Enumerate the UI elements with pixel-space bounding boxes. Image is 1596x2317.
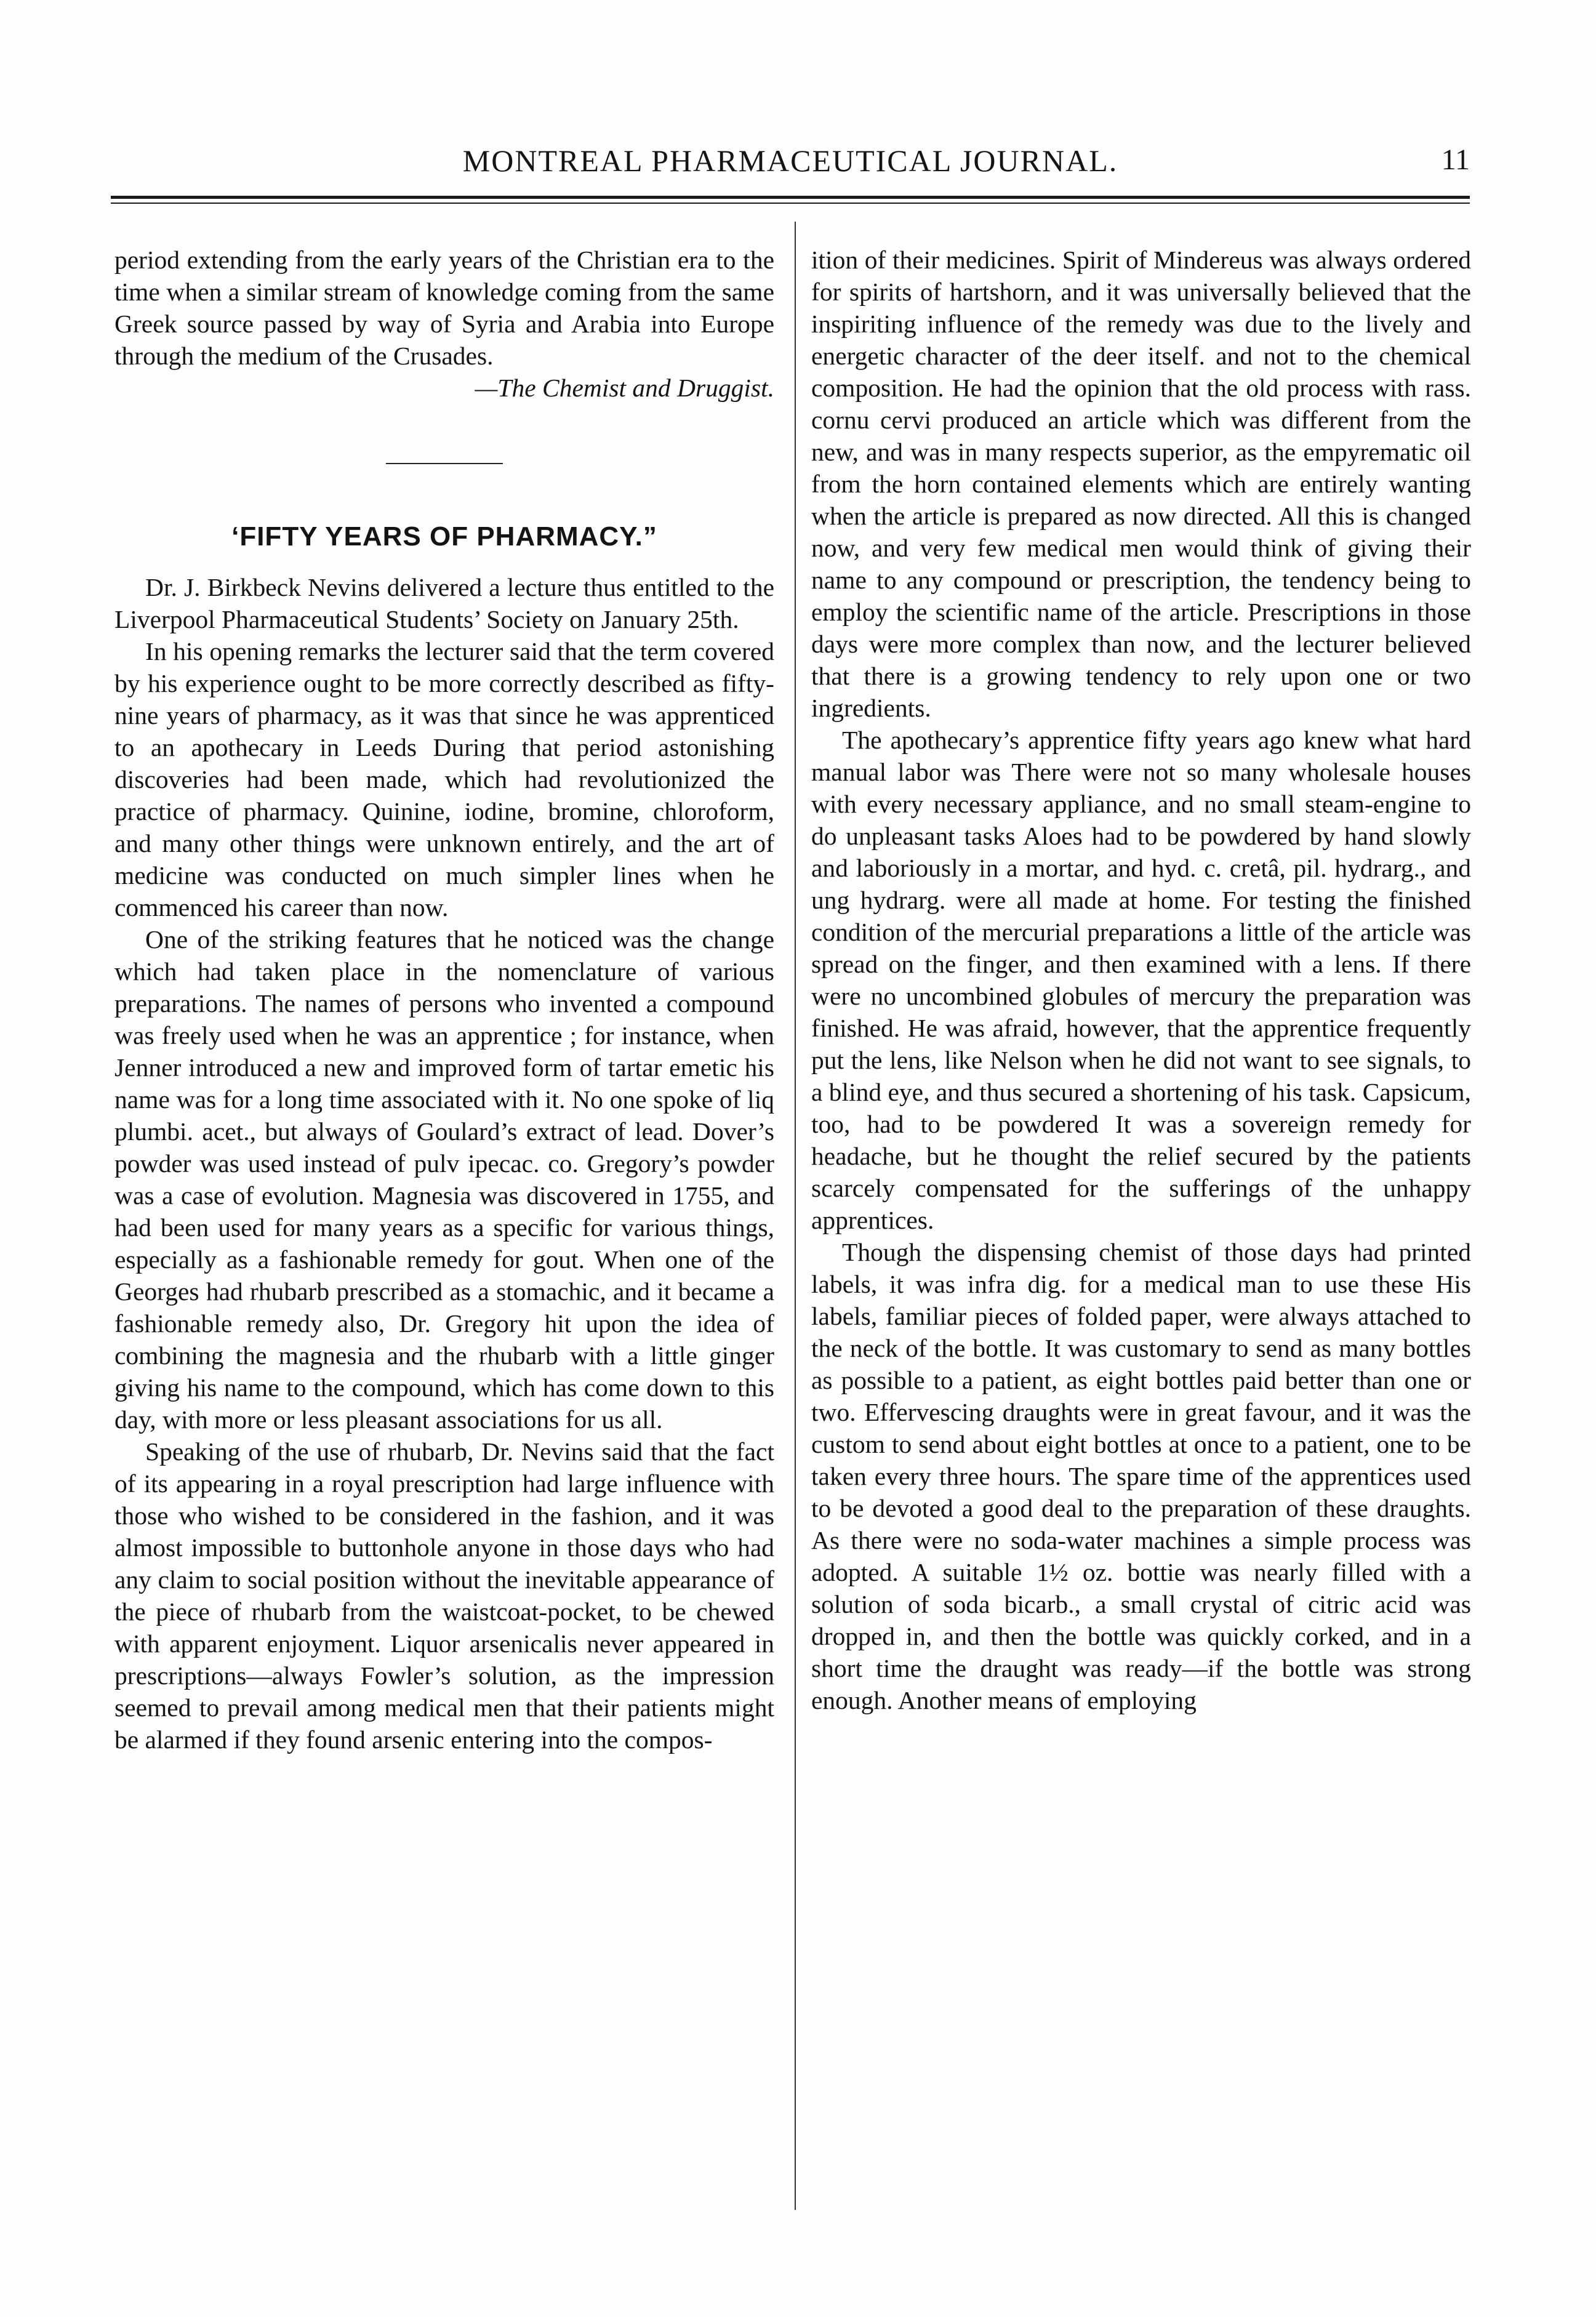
header-rule-thin [111,203,1470,204]
column-divider [795,222,796,2210]
left-column [114,244,774,2214]
journal-title: MONTREAL PHARMACEUTICAL JOURNAL. [462,143,1118,178]
page-number: 11 [1441,143,1470,176]
article-paragraph: Though the dispensing chemist of those days had printed labels, it was infra dig. for a medical man to use these His labels, familiar pieces of folded paper, were always attached to the neck of the bottle. It was customary to send as many bottles as possible to a patient, as eight bottles paid better than one or two. Effervescing draughts were in great favour, and it was the custom to send about eight bottles at once to a patient, one to be taken every three hours. The spare time of the apprentices used to be devoted a good deal to the preparation of these draughts. As there were no soda-water machines a simple process was adopted. A suitable 1½ oz. bottie was nearly filled with a solution of soda bicarb., a small crystal of citric acid was dropped in, and then the bottle was quickly corked, and in a short time the draught was ready—if the bottle was strong enough. Another means of employing [811,1238,1471,1714]
right-column [811,244,1471,2214]
article-paragraph: Dr. J. Birkbeck Nevins delivered a lecture thus entitled to the Liverpool Pharmaceutical Students’ Society on January 25th. [114,573,774,633]
source-attribution: —The Chemist and Druggist. [475,374,774,402]
header-rule-thick [111,196,1470,199]
article-paragraph: ition of their medicines. Spirit of Mindereus was always ordered for spirits of hartshorn, and it was universally believed that the inspiriting influence of the remedy was due to the lively and energetic character of the deer itself. and not to the chemical composition. He had the opinion that the old process with rass. cornu cervi produced an article which was different from the new, and was in many respects superior, as the empyrematic oil from the horn contained elements which are entirely wanting when the article is prepared as now directed. All this is changed now, and very few medical men would think of giving their name to any compound or prescription, the tendency being to employ the scientific name of the article. Prescriptions in those days were more complex than now, and the lecturer believed that there is a growing tendency to rely upon one or two ingredients. [811,246,1471,722]
article-paragraph: One of the striking features that he noticed was the change which had taken place in the nomenclature of various preparations. The names of persons who invented a compound was freely used when he was an apprentice ; for instance, when Jenner introduced a new and improved form of tartar emetic his name was for a long time associated with it. No one spoke of liq plumbi. acet., but always of Goulard’s extract of lead. Dover’s powder was used instead of pulv ipecac. co. Gregory’s powder was a case of evolution. Magnesia was discovered in 1755, and had been used for many years as a specific for various things, especially as a fashionable remedy for gout. When one of the Georges had rhubarb prescribed as a stomachic, and it became a fashionable remedy also, Dr. Gregory hit upon the idea of combining the magnesia and the rhubarb with a little ginger giving his name to the compound, which has come down to this day, with more or less pleasant associations for us all. [114,925,774,1434]
section-separator [386,463,503,464]
article-paragraph: The apothecary’s apprentice fifty years ago knew what hard manual labor was There were not so many wholesale houses with every necessary appliance, and no small steam-engine to do unpleasant tasks Aloes had to be powdered by hand slowly and laboriously in a mortar, and hyd. c. cretâ, pil. hydrarg., and ung hydrarg. were all made at home. For testing the finished condition of the mercurial preparations a little of the article was spread on the finger, and then examined with a lens. If there were no uncombined globules of mercury the preparation was finished. He was afraid, however, that the apprentice frequently put the lens, like Nelson when he did not want to see signals, to a blind eye, and thus secured a shortening of his task. Capsicum, too, had to be powdered It was a sovereign remedy for headache, but he thought the relief secured by the patients scarcely compensated for the sufferings of the unhappy apprentices. [811,726,1471,1234]
running-header [111,143,1470,186]
article-heading: ‘FIFTY YEARS OF PHARMACY.” [231,521,657,552]
article-paragraph: Speaking of the use of rhubarb, Dr. Nevins said that the fact of its appearing in a royal prescription had large influence with those who wished to be considered in the fashion, and it was almost impossible to buttonhole anyone in those days who had any claim to social position without the inevitable appearance of the piece of rhubarb from the waistcoat-pocket, to be chewed with apparent enjoyment. Liquor arsenicalis never appeared in prescriptions—always Fowler’s solution, as the impression seemed to prevail among medical men that their patients might be alarmed if they found arsenic entering into the compos- [114,1437,774,1754]
article-paragraph: In his opening remarks the lecturer said that the term covered by his experience ought to be more correctly described as fifty-nine years of pharmacy, as it was that since he was apprenticed to an apothecary in Leeds During that period astonishing discoveries had been made, which had revolutionized the practice of pharmacy. Quinine, iodine, bromine, chloroform, and many other things were unknown entirely, and the art of medicine was conducted on much simpler lines when he commenced his career than now. [114,637,774,922]
continued-paragraph: period extending from the early years of the Christian era to the time when a similar stream of knowledge coming from the same Greek source passed by way of Syria and Arabia into Europe through the medium of the Crusades. [114,246,774,370]
